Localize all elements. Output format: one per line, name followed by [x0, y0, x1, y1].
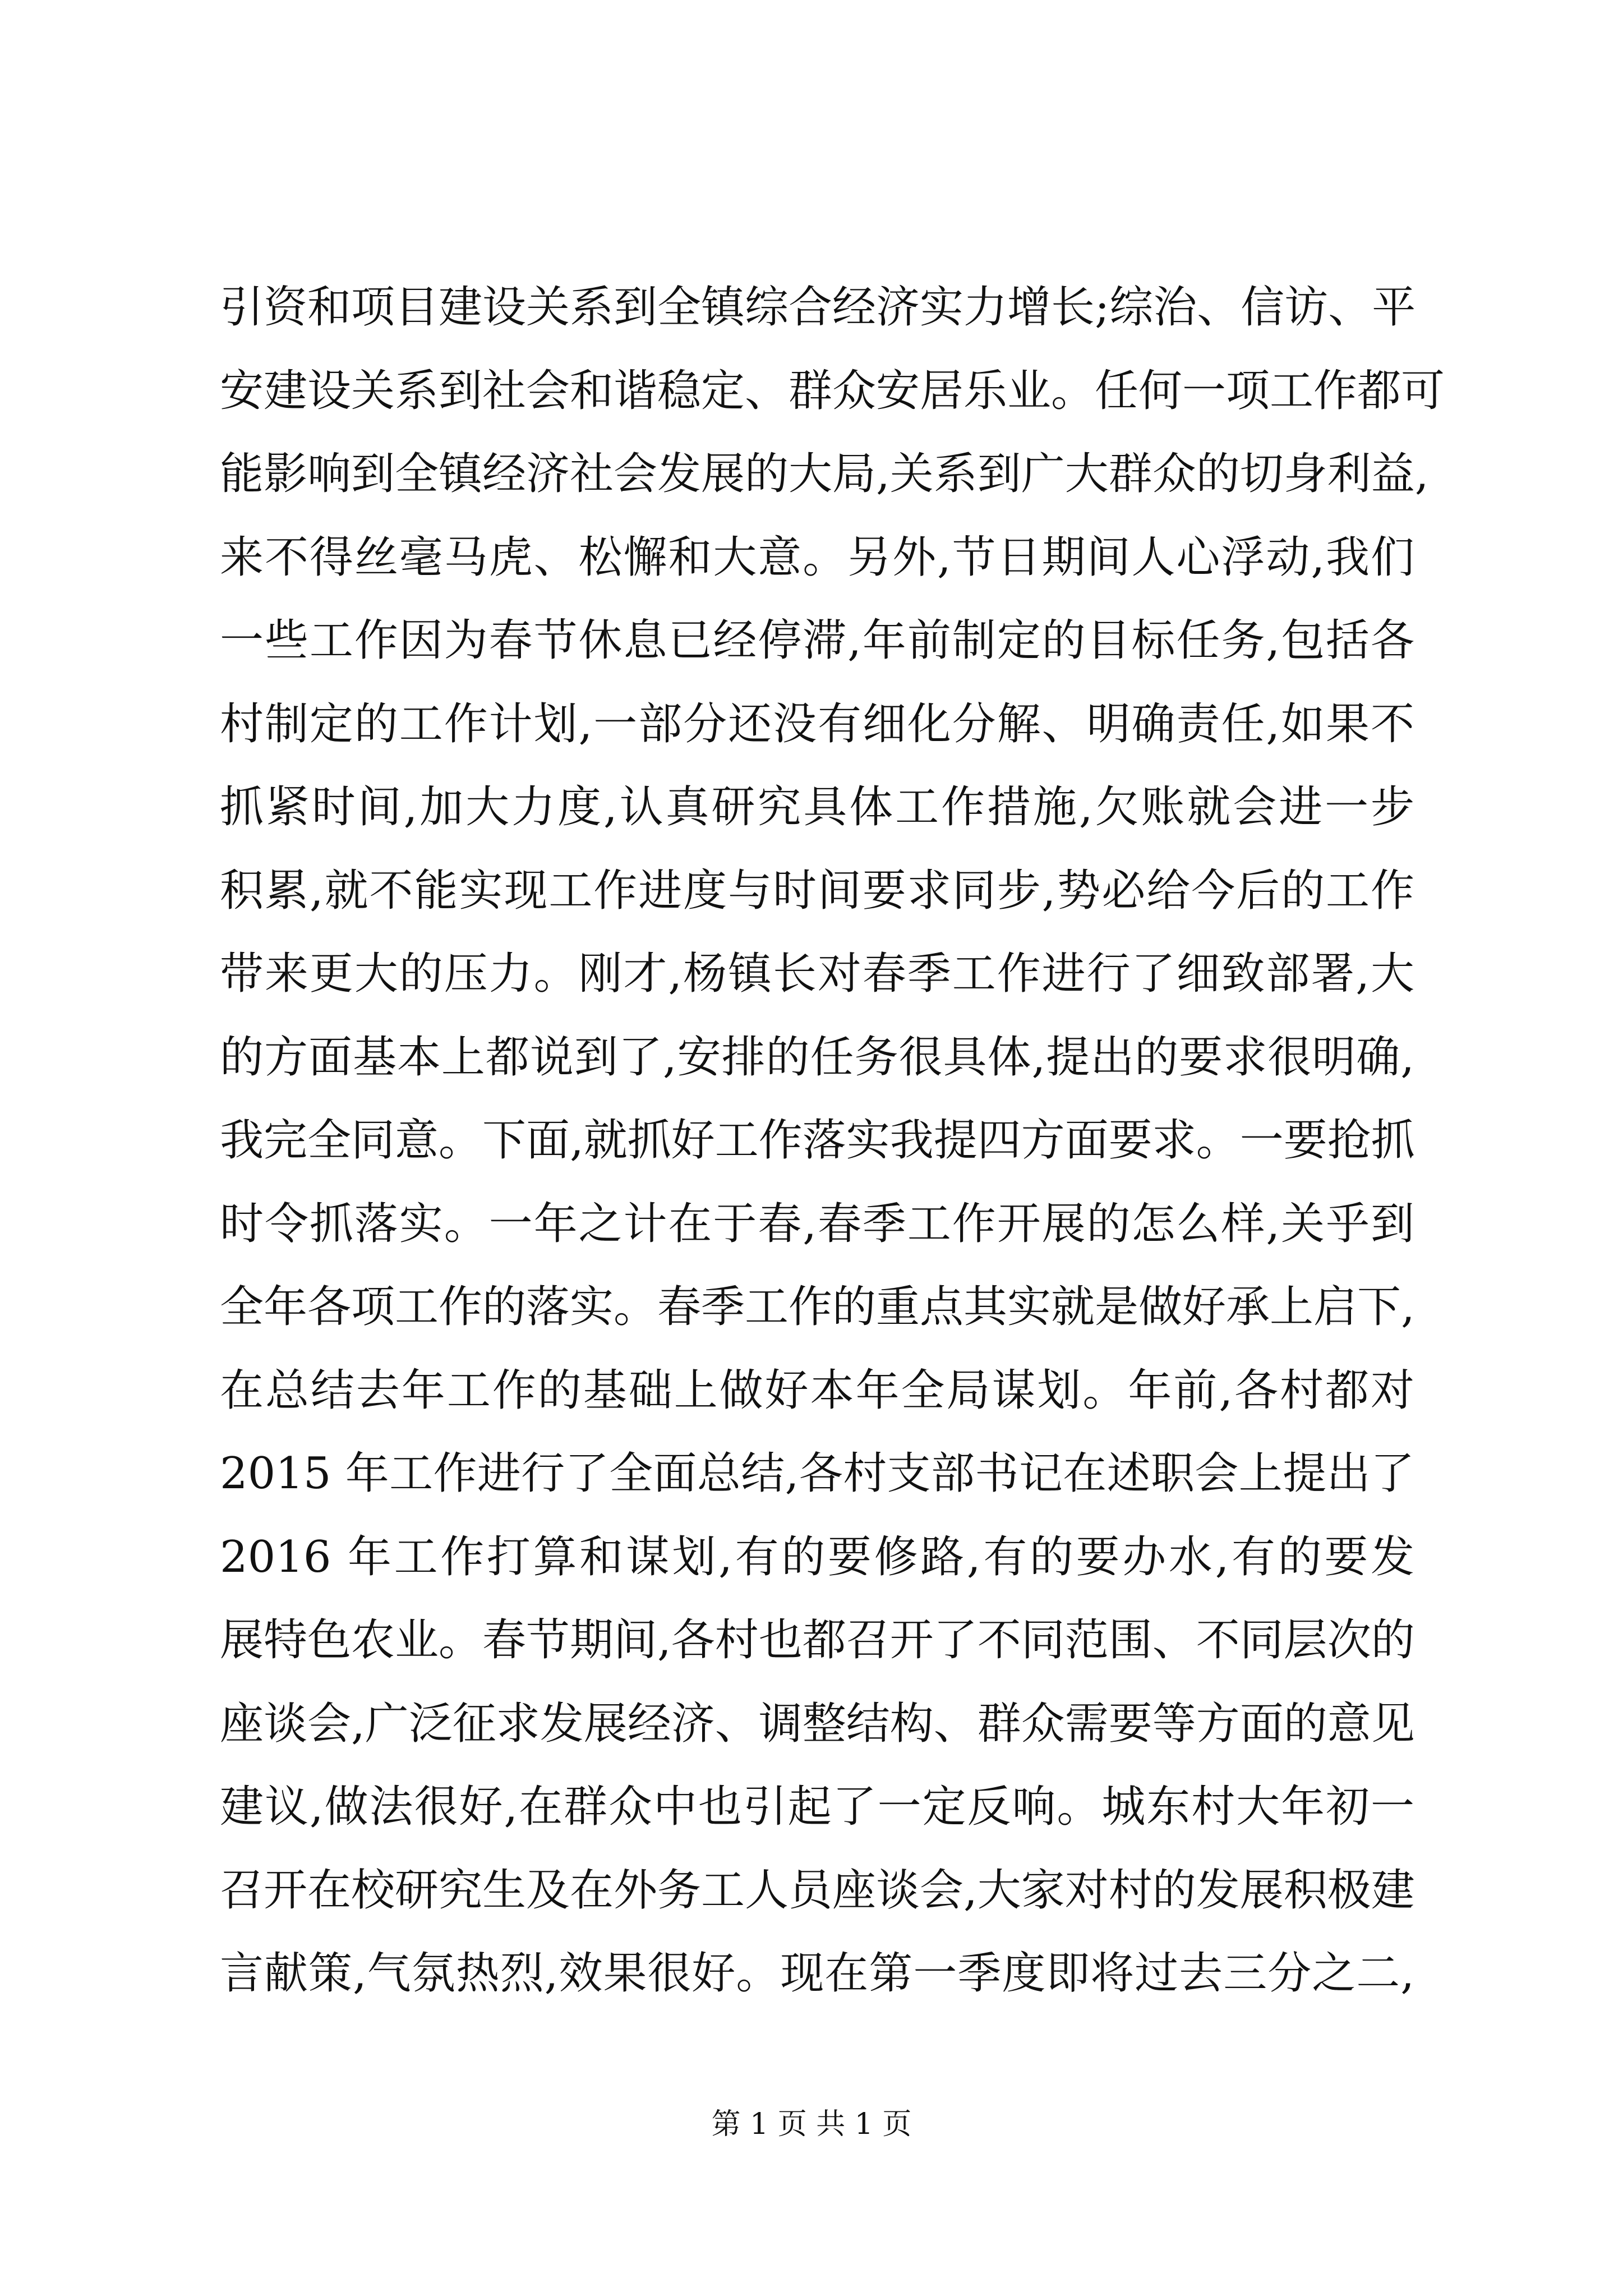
- text-line: 全年各项工作的落实。春季工作的重点其实就是做好承上启下,: [220, 1282, 1415, 1332]
- text-line: 2015 年工作进行了全面总结,各村支部书记在述职会上提出了: [220, 1448, 1414, 1499]
- text-line: 安建设关系到社会和谐稳定、群众安居乐业。任何一项工作都可: [220, 365, 1445, 416]
- text-line: 抓紧时间,加大力度,认真研究具体工作措施,欠账就会进一步: [220, 782, 1414, 832]
- text-line: 展特色农业。春节期间,各村也都召开了不同范围、不同层次的: [220, 1615, 1415, 1665]
- text-line: 我完全同意。下面,就抓好工作落实我提四方面要求。一要抢抓: [220, 1115, 1415, 1166]
- text-line: 座谈会,广泛征求发展经济、调整结构、群众需要等方面的意见: [220, 1698, 1415, 1749]
- text-line: 积累,就不能实现工作进度与时间要求同步,势必给今后的工作: [220, 865, 1414, 916]
- text-line: 言献策,气氛热烈,效果很好。现在第一季度即将过去三分之二,: [220, 1948, 1414, 1999]
- text-line: 引资和项目建设关系到全镇综合经济实力增长;综治、信访、平: [220, 282, 1416, 333]
- text-line: 2016 年工作打算和谋划,有的要修路,有的要办水,有的要发: [220, 1531, 1414, 1582]
- page-footer: [0, 2105, 1623, 2144]
- page-number-label: 第 1 页 共 1 页: [711, 2108, 912, 2141]
- text-line: 建议,做法很好,在群众中也引起了一定反响。城东村大年初一: [220, 1782, 1414, 1832]
- text-line: 村制定的工作计划,一部分还没有细化分解、明确责任,如果不: [220, 698, 1414, 749]
- text-line: 的方面基本上都说到了,安排的任务很具体,提出的要求很明确,: [220, 1032, 1414, 1083]
- text-line: 在总结去年工作的基础上做好本年全局谋划。年前,各村都对: [220, 1365, 1414, 1416]
- text-line: 能影响到全镇经济社会发展的大局,关系到广大群众的切身利益,: [220, 449, 1429, 499]
- text-line: 时令抓落实。一年之计在于春,春季工作开展的怎么样,关乎到: [220, 1198, 1414, 1249]
- body-text: [220, 266, 1445, 2016]
- text-line: 一些工作因为春节休息已经停滞,年前制定的目标任务,包括各: [220, 615, 1414, 666]
- text-line: 带来更大的压力。刚才,杨镇长对春季工作进行了细致部署,大: [220, 949, 1414, 999]
- text-line: 召开在校研究生及在外务工人员座谈会,大家对村的发展积极建: [220, 1865, 1415, 1916]
- text-line: 来不得丝毫马虎、松懈和大意。另外,节日期间人心浮动,我们: [220, 532, 1414, 583]
